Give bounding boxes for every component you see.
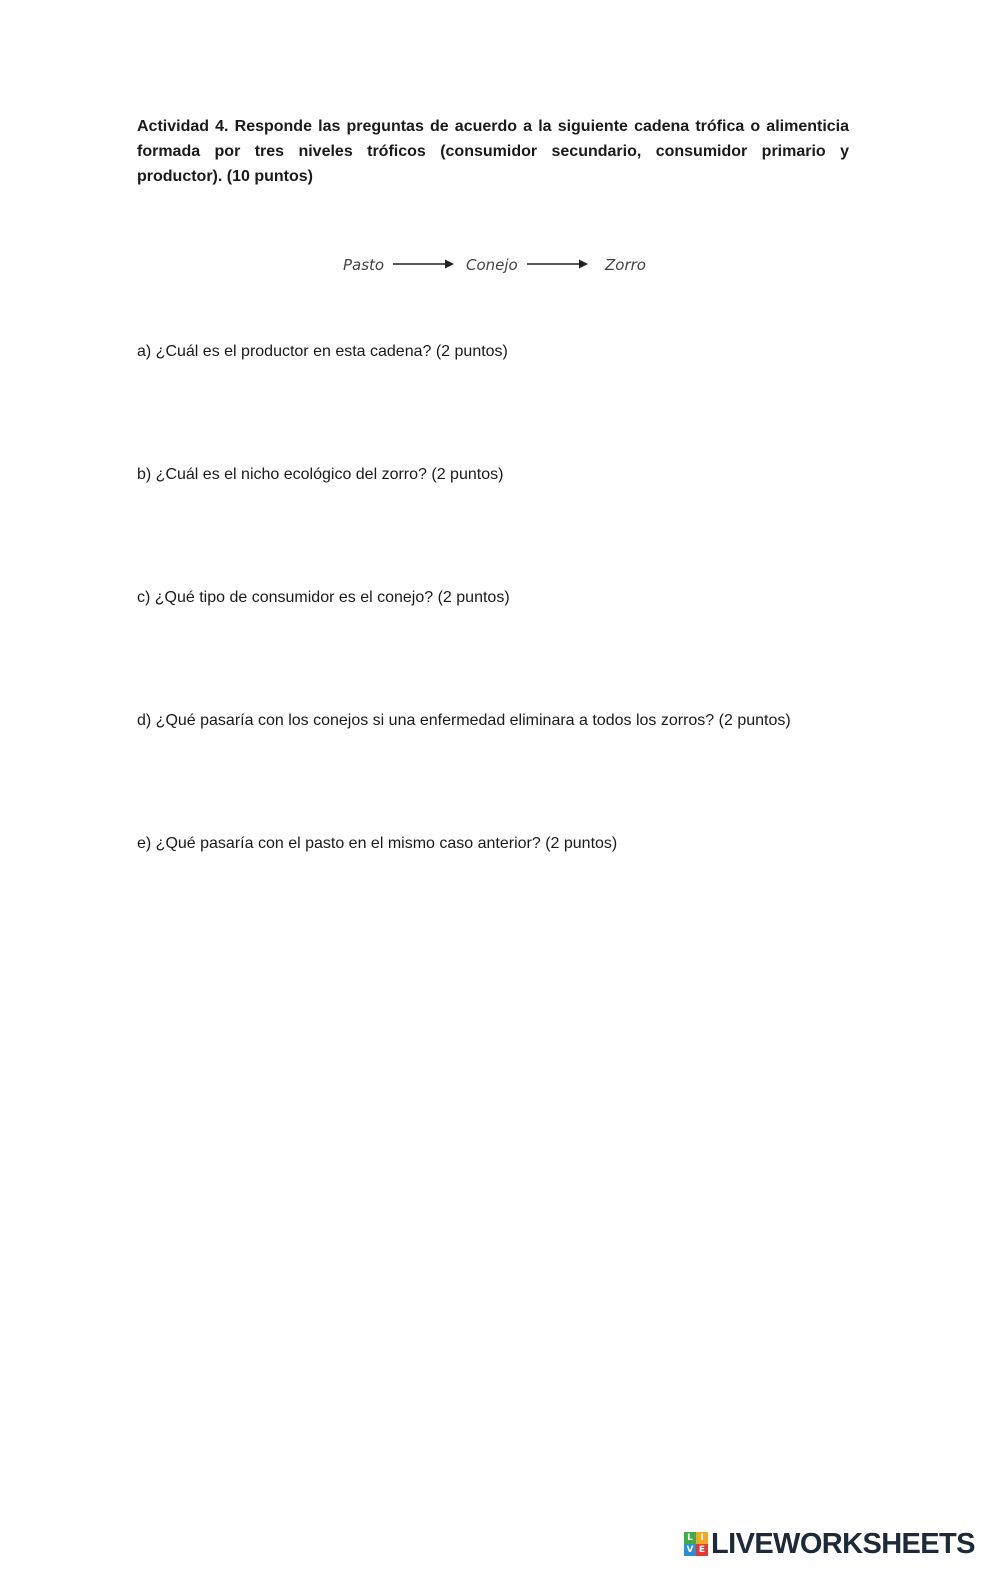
liveworksheets-brand[interactable] <box>684 1528 975 1560</box>
food-chain-diagram <box>340 252 660 280</box>
logo-letter: V <box>684 1544 696 1556</box>
food-chain-node-zorro: Zorro <box>605 256 646 274</box>
activity-instructions: Actividad 4. Responde las preguntas de acuerdo a la siguiente cadena trófica o alimenticia formada por tres niveles tróficos (consumidor secundario, consumidor primario y productor). (10 puntos) <box>137 118 849 185</box>
food-chain-node-conejo: Conejo <box>466 256 518 274</box>
question-c: c) ¿Qué tipo de consumidor es el conejo? (2 puntos) <box>137 589 510 606</box>
arrow-right-icon <box>527 258 589 270</box>
liveworksheets-logo-icon <box>684 1532 708 1556</box>
question-d: d) ¿Qué pasaría con los conejos si una enfermedad eliminara a todos los zorros? (2 puntos) <box>137 712 791 729</box>
logo-letter: I <box>696 1532 708 1544</box>
brand-wordmark: LIVEWORKSHEETS <box>711 1527 975 1560</box>
logo-letter: L <box>684 1532 696 1544</box>
food-chain-node-pasto: Pasto <box>343 256 385 274</box>
arrow-right-icon <box>393 258 455 270</box>
logo-letter: E <box>696 1544 708 1556</box>
question-e: e) ¿Qué pasaría con el pasto en el mismo caso anterior? (2 puntos) <box>137 835 618 852</box>
question-b: b) ¿Cuál es el nicho ecológico del zorro? (2 puntos) <box>137 466 504 483</box>
question-a: a) ¿Cuál es el productor en esta cadena? (2 puntos) <box>137 343 508 360</box>
